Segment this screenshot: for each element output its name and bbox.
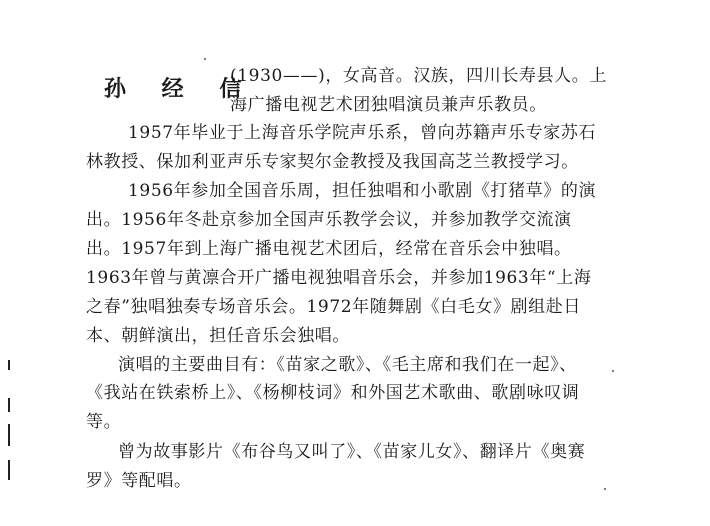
entry-line-6: 出。1956年冬赴京参加全国声乐教学会议，并参加教学交流演 — [86, 210, 572, 230]
entry-line-11: 演唱的主要曲目有：《苗家之歌》、《毛主席和我们在一起》、 — [118, 355, 577, 375]
entry-line-13: 等。 — [86, 412, 122, 432]
entry-line-8: 1963年曾与黄凛合开广播电视独唱音乐会，并参加1963年“上海 — [86, 268, 592, 288]
entry-line-12: 《我站在铁索桥上》、《杨柳枝词》和外国艺术歌曲、歌剧咏叹调 — [86, 383, 580, 403]
scan-speck — [604, 488, 606, 490]
entry-line-15: 罗》等配唱。 — [86, 471, 192, 491]
entry-line-7: 出。1957年到上海广播电视艺术团后，经常在音乐会中独唱。 — [86, 239, 572, 259]
binding-mark — [8, 360, 10, 370]
scan-speck — [204, 58, 206, 60]
entry-line-9: 之春”独唱独奏专场音乐会。1972年随舞剧《白毛女》剧组赴日 — [86, 297, 581, 317]
binding-mark — [8, 460, 10, 480]
entry-name: 孙 经 信 — [104, 76, 256, 102]
entry-line-10: 本、朝鲜演出，担任音乐会独唱。 — [86, 326, 350, 346]
entry-line-3: 1957年毕业于上海音乐学院声乐系，曾向苏籍声乐专家苏石 — [128, 123, 597, 143]
binding-mark — [8, 398, 10, 412]
entry-line-2: 海广播电视艺术团独唱演员兼声乐教员。 — [230, 95, 547, 115]
entry-line-5: 1956年参加全国音乐周，担任独唱和小歌剧《打猪草》的演 — [128, 181, 597, 201]
entry-line-4: 林教授、保加利亚声乐专家契尔金教授及我国高芝兰教授学习。 — [86, 152, 579, 172]
scan-speck — [612, 370, 614, 372]
binding-mark — [8, 424, 10, 446]
entry-line-1: (1930——)，女高音。汉族，四川长寿县人。上 — [230, 66, 607, 86]
entry-line-14: 曾为故事影片《布谷鸟又叫了》、《苗家儿女》、翻译片《奥赛 — [118, 442, 586, 462]
